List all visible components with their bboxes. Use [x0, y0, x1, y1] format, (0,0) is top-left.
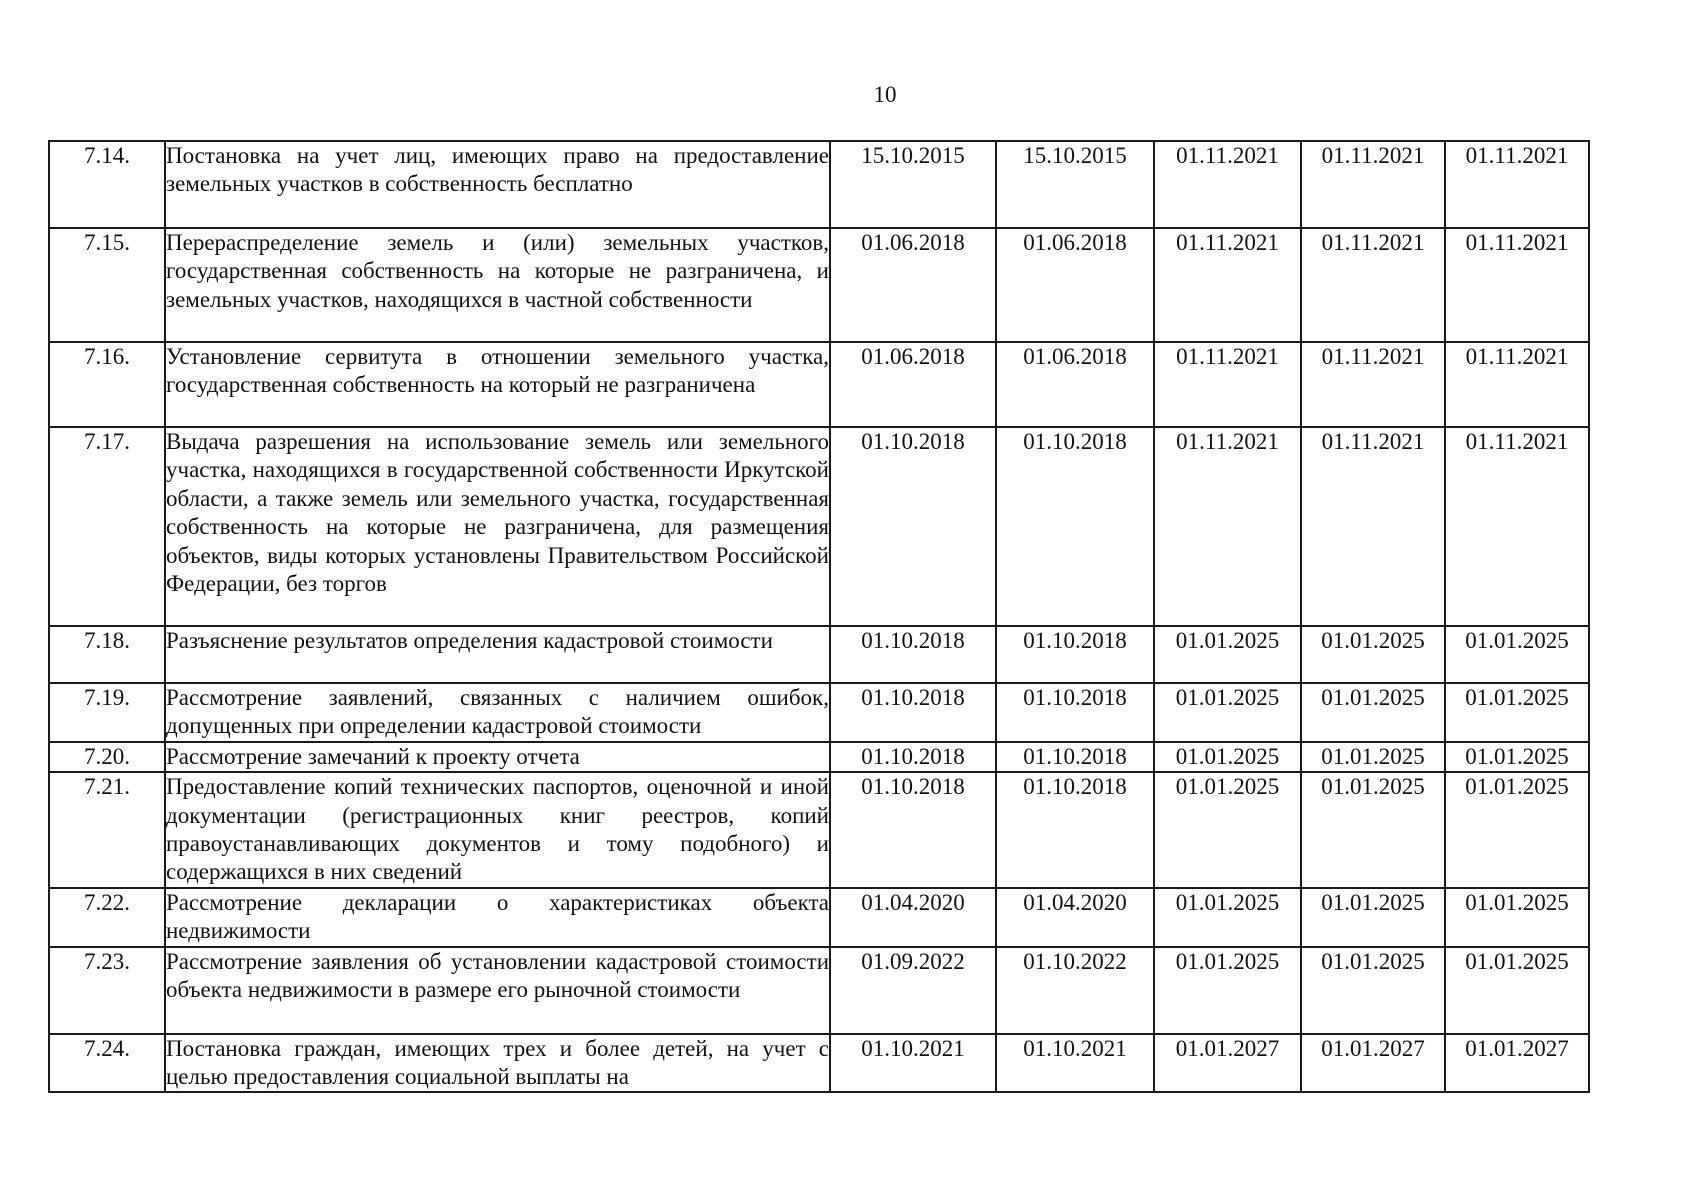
- table-row: [49, 742, 1589, 772]
- date-cell: 15.10.2015: [830, 141, 996, 228]
- date-cell: 01.10.2018: [996, 772, 1154, 888]
- table-row: [49, 683, 1589, 742]
- table-row: [49, 342, 1589, 427]
- date-cell: 01.10.2018: [996, 742, 1154, 772]
- services-table: [48, 140, 1590, 1093]
- date-cell: 01.01.2025: [1301, 772, 1445, 888]
- row-number: 7.21.: [49, 772, 165, 888]
- date-cell: 01.10.2018: [996, 626, 1154, 683]
- date-cell: 01.01.2027: [1445, 1034, 1589, 1093]
- service-description: Постановка граждан, имеющих трех и более детей, на учет с целью предоставления социальной выплаты на: [165, 1034, 830, 1093]
- service-description: Рассмотрение замечаний к проекту отчета: [165, 742, 830, 772]
- date-cell: 01.10.2018: [996, 683, 1154, 742]
- date-cell: 01.11.2021: [1154, 228, 1301, 342]
- date-cell: 01.01.2025: [1445, 888, 1589, 947]
- row-number: 7.17.: [49, 427, 165, 626]
- service-description: Предоставление копий технических паспортов, оценочной и иной документации (регистрационных книг реестров, копий правоустанавливающих документов и тому подобного) и содержащихся в них сведений: [165, 772, 830, 888]
- date-cell: 01.11.2021: [1445, 427, 1589, 626]
- page-number: 10: [873, 82, 897, 107]
- date-cell: 01.11.2021: [1301, 427, 1445, 626]
- date-cell: 01.01.2025: [1154, 772, 1301, 888]
- date-cell: 01.10.2018: [830, 772, 996, 888]
- table-row: [49, 947, 1589, 1034]
- date-cell: 01.10.2021: [996, 1034, 1154, 1093]
- row-number: 7.14.: [49, 141, 165, 228]
- date-cell: 01.01.2025: [1445, 742, 1589, 772]
- date-cell: 01.10.2021: [830, 1034, 996, 1093]
- date-cell: 01.11.2021: [1154, 141, 1301, 228]
- service-description: Установление сервитута в отношении земельного участка, государственная собственность на который не разграничена: [165, 342, 830, 427]
- date-cell: 01.10.2018: [830, 427, 996, 626]
- row-number: 7.20.: [49, 742, 165, 772]
- date-cell: 01.06.2018: [830, 228, 996, 342]
- row-number: 7.15.: [49, 228, 165, 342]
- table-row: [49, 626, 1589, 683]
- service-description: Постановка на учет лиц, имеющих право на предоставление земельных участков в собственность бесплатно: [165, 141, 830, 228]
- date-cell: 01.01.2027: [1301, 1034, 1445, 1093]
- table-row: [49, 228, 1589, 342]
- date-cell: 01.04.2020: [996, 888, 1154, 947]
- date-cell: 01.11.2021: [1445, 342, 1589, 427]
- date-cell: 01.04.2020: [830, 888, 996, 947]
- row-number: 7.18.: [49, 626, 165, 683]
- date-cell: 01.01.2025: [1301, 888, 1445, 947]
- service-description: Перераспределение земель и (или) земельных участков, государственная собственность на которые не разграничена, и земельных участков, находящихся в частной собственности: [165, 228, 830, 342]
- row-number: 7.19.: [49, 683, 165, 742]
- service-description: Рассмотрение заявления об установлении кадастровой стоимости объекта недвижимости в размере его рыночной стоимости: [165, 947, 830, 1034]
- date-cell: 01.01.2025: [1154, 683, 1301, 742]
- date-cell: 01.01.2025: [1445, 683, 1589, 742]
- service-description: Выдача разрешения на использование земель или земельного участка, находящихся в государственной собственности Иркутской области, а также земель или земельного участка, государственная собственность на которые не разграничена, для размещения объектов, виды которых установлены Правительством Российской Федерации, без торгов: [165, 427, 830, 626]
- date-cell: 01.10.2018: [996, 427, 1154, 626]
- service-description: Рассмотрение декларации о характеристиках объекта недвижимости: [165, 888, 830, 947]
- date-cell: 01.01.2025: [1154, 742, 1301, 772]
- service-description: Рассмотрение заявлений, связанных с наличием ошибок, допущенных при определении кадастровой стоимости: [165, 683, 830, 742]
- date-cell: 01.10.2018: [830, 626, 996, 683]
- date-cell: 01.01.2025: [1154, 626, 1301, 683]
- row-number: 7.24.: [49, 1034, 165, 1093]
- date-cell: 01.11.2021: [1301, 141, 1445, 228]
- date-cell: 01.10.2018: [830, 742, 996, 772]
- date-cell: 01.01.2025: [1301, 947, 1445, 1034]
- service-description: Разъяснение результатов определения кадастровой стоимости: [165, 626, 830, 683]
- date-cell: 01.10.2018: [830, 683, 996, 742]
- date-cell: 01.01.2025: [1445, 947, 1589, 1034]
- date-cell: 01.10.2022: [996, 947, 1154, 1034]
- date-cell: 01.01.2027: [1154, 1034, 1301, 1093]
- table-row: [49, 1034, 1589, 1093]
- date-cell: 01.01.2025: [1301, 742, 1445, 772]
- table-row: [49, 888, 1589, 947]
- table-row: [49, 427, 1589, 626]
- date-cell: 01.06.2018: [996, 342, 1154, 427]
- date-cell: 15.10.2015: [996, 141, 1154, 228]
- table-row: [49, 141, 1589, 228]
- date-cell: 01.11.2021: [1154, 427, 1301, 626]
- date-cell: 01.11.2021: [1154, 342, 1301, 427]
- date-cell: 01.09.2022: [830, 947, 996, 1034]
- date-cell: 01.06.2018: [830, 342, 996, 427]
- table-row: [49, 772, 1589, 888]
- date-cell: 01.11.2021: [1445, 141, 1589, 228]
- row-number: 7.23.: [49, 947, 165, 1034]
- date-cell: 01.11.2021: [1301, 228, 1445, 342]
- date-cell: 01.06.2018: [996, 228, 1154, 342]
- date-cell: 01.01.2025: [1445, 626, 1589, 683]
- date-cell: 01.01.2025: [1301, 683, 1445, 742]
- date-cell: 01.01.2025: [1154, 888, 1301, 947]
- date-cell: 01.01.2025: [1301, 626, 1445, 683]
- date-cell: 01.11.2021: [1445, 228, 1589, 342]
- date-cell: 01.11.2021: [1301, 342, 1445, 427]
- date-cell: 01.01.2025: [1154, 947, 1301, 1034]
- row-number: 7.22.: [49, 888, 165, 947]
- date-cell: 01.01.2025: [1445, 772, 1589, 888]
- row-number: 7.16.: [49, 342, 165, 427]
